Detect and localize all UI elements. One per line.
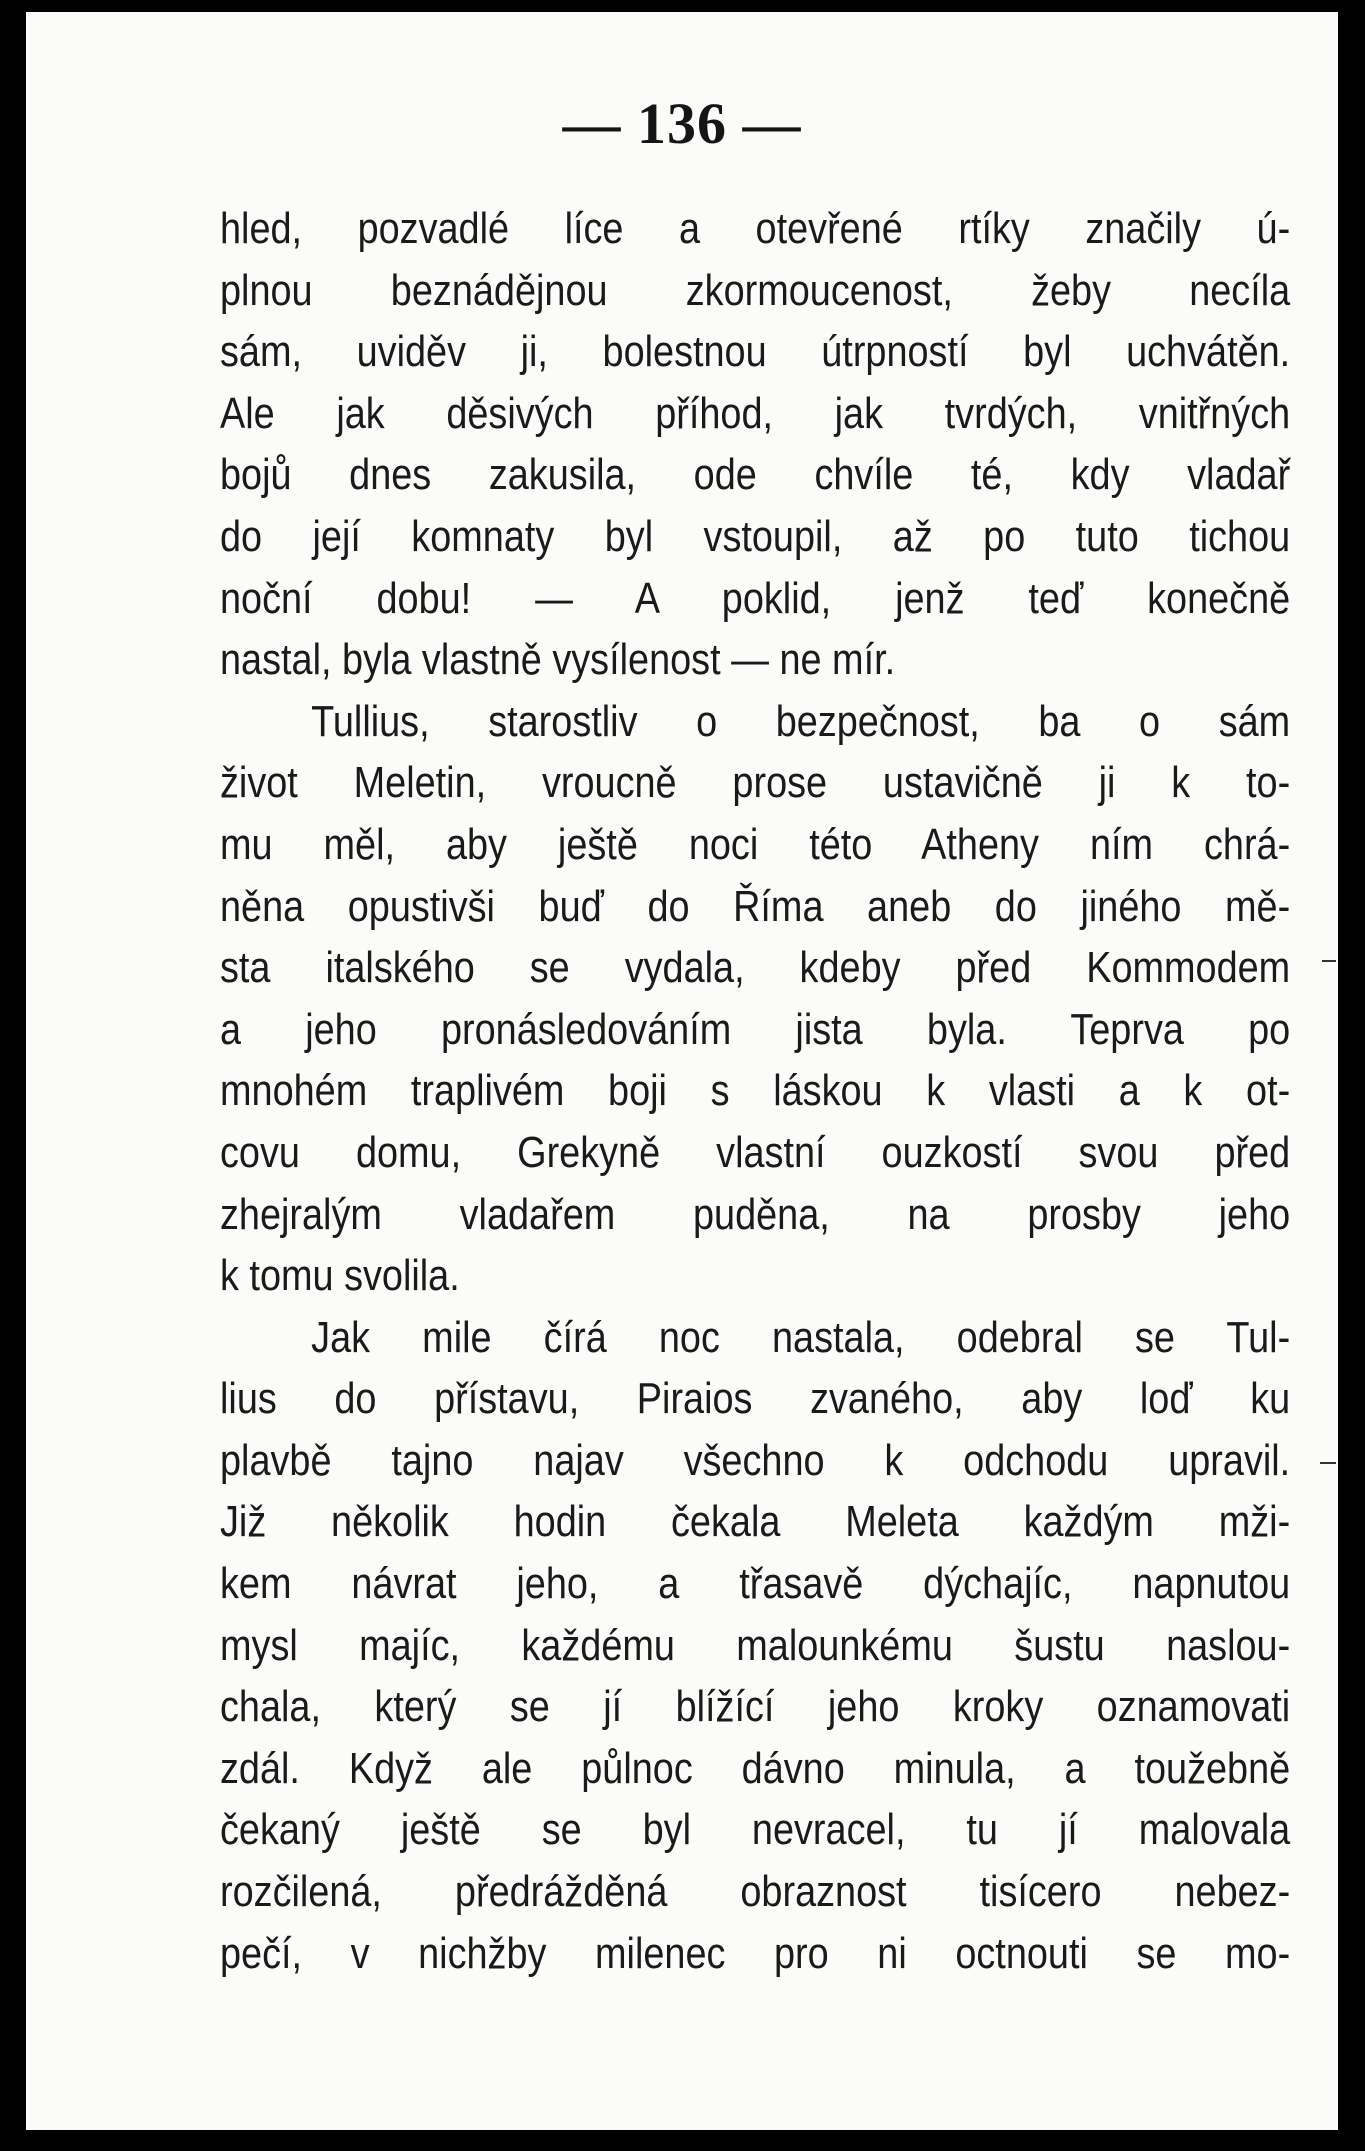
text-line: zhejralým vladařem puděna, na prosby jeho (220, 1189, 1291, 1239)
text-line: něna opustivši buď do Říma aneb do jiného mě- (220, 881, 1291, 931)
text-line: kem návrat jeho, a třasavě dýchajíc, napnutou (220, 1559, 1291, 1609)
margin-mark (1322, 960, 1336, 962)
paragraph-start-line: Jak mile čírá noc nastala, odebral se Tul- (311, 1312, 1291, 1362)
text-line: mu měl, aby ještě noci této Atheny ním chrá- (220, 819, 1291, 869)
text-line: lius do přístavu, Piraios zvaného, aby loď ku (220, 1374, 1291, 1424)
margin-mark (1320, 1462, 1336, 1464)
text-line: do její komnaty byl vstoupil, až po tuto tichou (220, 511, 1291, 561)
text-line: mysl majíc, každému malounkému šustu naslou- (220, 1620, 1291, 1670)
text-line: plavbě tajno najav všechno k odchodu upravil. (220, 1435, 1291, 1485)
text-line: covu domu, Grekyně vlastní ouzkostí svou před (220, 1127, 1291, 1177)
text-line: plnou beznádějnou zkormoucenost, žeby necíla (220, 265, 1291, 315)
text-line: chala, který se jí blížící jeho kroky oznamovati (220, 1682, 1291, 1732)
page-number: — 136 — (562, 91, 802, 156)
paragraph-start-line: Tullius, starostliv o bezpečnost, ba o sám (311, 696, 1291, 746)
text-line: sám, uviděv ji, bolestnou útrpností byl uchvátěn. (220, 327, 1291, 377)
text-line: pečí, v nichžby milenec pro ni octnouti se mo- (220, 1928, 1291, 1978)
text-line: Již několik hodin čekala Meleta každým mži- (220, 1497, 1291, 1547)
text-line: zdál. Když ale půlnoc dávno minula, a toužebně (220, 1743, 1291, 1793)
text-line: čekaný ještě se byl nevracel, tu jí malovala (220, 1805, 1291, 1855)
text-line: Ale jak děsivých příhod, jak tvrdých, vnitřných (220, 388, 1291, 438)
text-line: mnohém traplivém boji s láskou k vlasti a k ot- (220, 1066, 1291, 1116)
text-line: k tomu svolila. (220, 1251, 460, 1301)
text-line: hled, pozvadlé líce a otevřené rtíky značily ú- (220, 204, 1291, 253)
text-line: noční dobu! — A poklid, jenž teď konečně (220, 573, 1291, 623)
text-line: rozčilená, předrážděná obraznost tisícero nebez- (220, 1867, 1291, 1917)
text-line: nastal, byla vlastně vysílenost — ne mír. (220, 635, 896, 685)
body-text (220, 198, 1290, 1984)
text-line: sta italského se vydala, kdeby před Kommodem (220, 943, 1291, 993)
text-line: bojů dnes zakusila, ode chvíle té, kdy vladař (220, 450, 1291, 500)
text-line: život Meletin, vroucně prose ustavičně ji k to- (220, 758, 1291, 808)
book-page (26, 12, 1338, 2130)
text-line: a jeho pronásledováním jista byla. Teprva po (220, 1004, 1291, 1054)
